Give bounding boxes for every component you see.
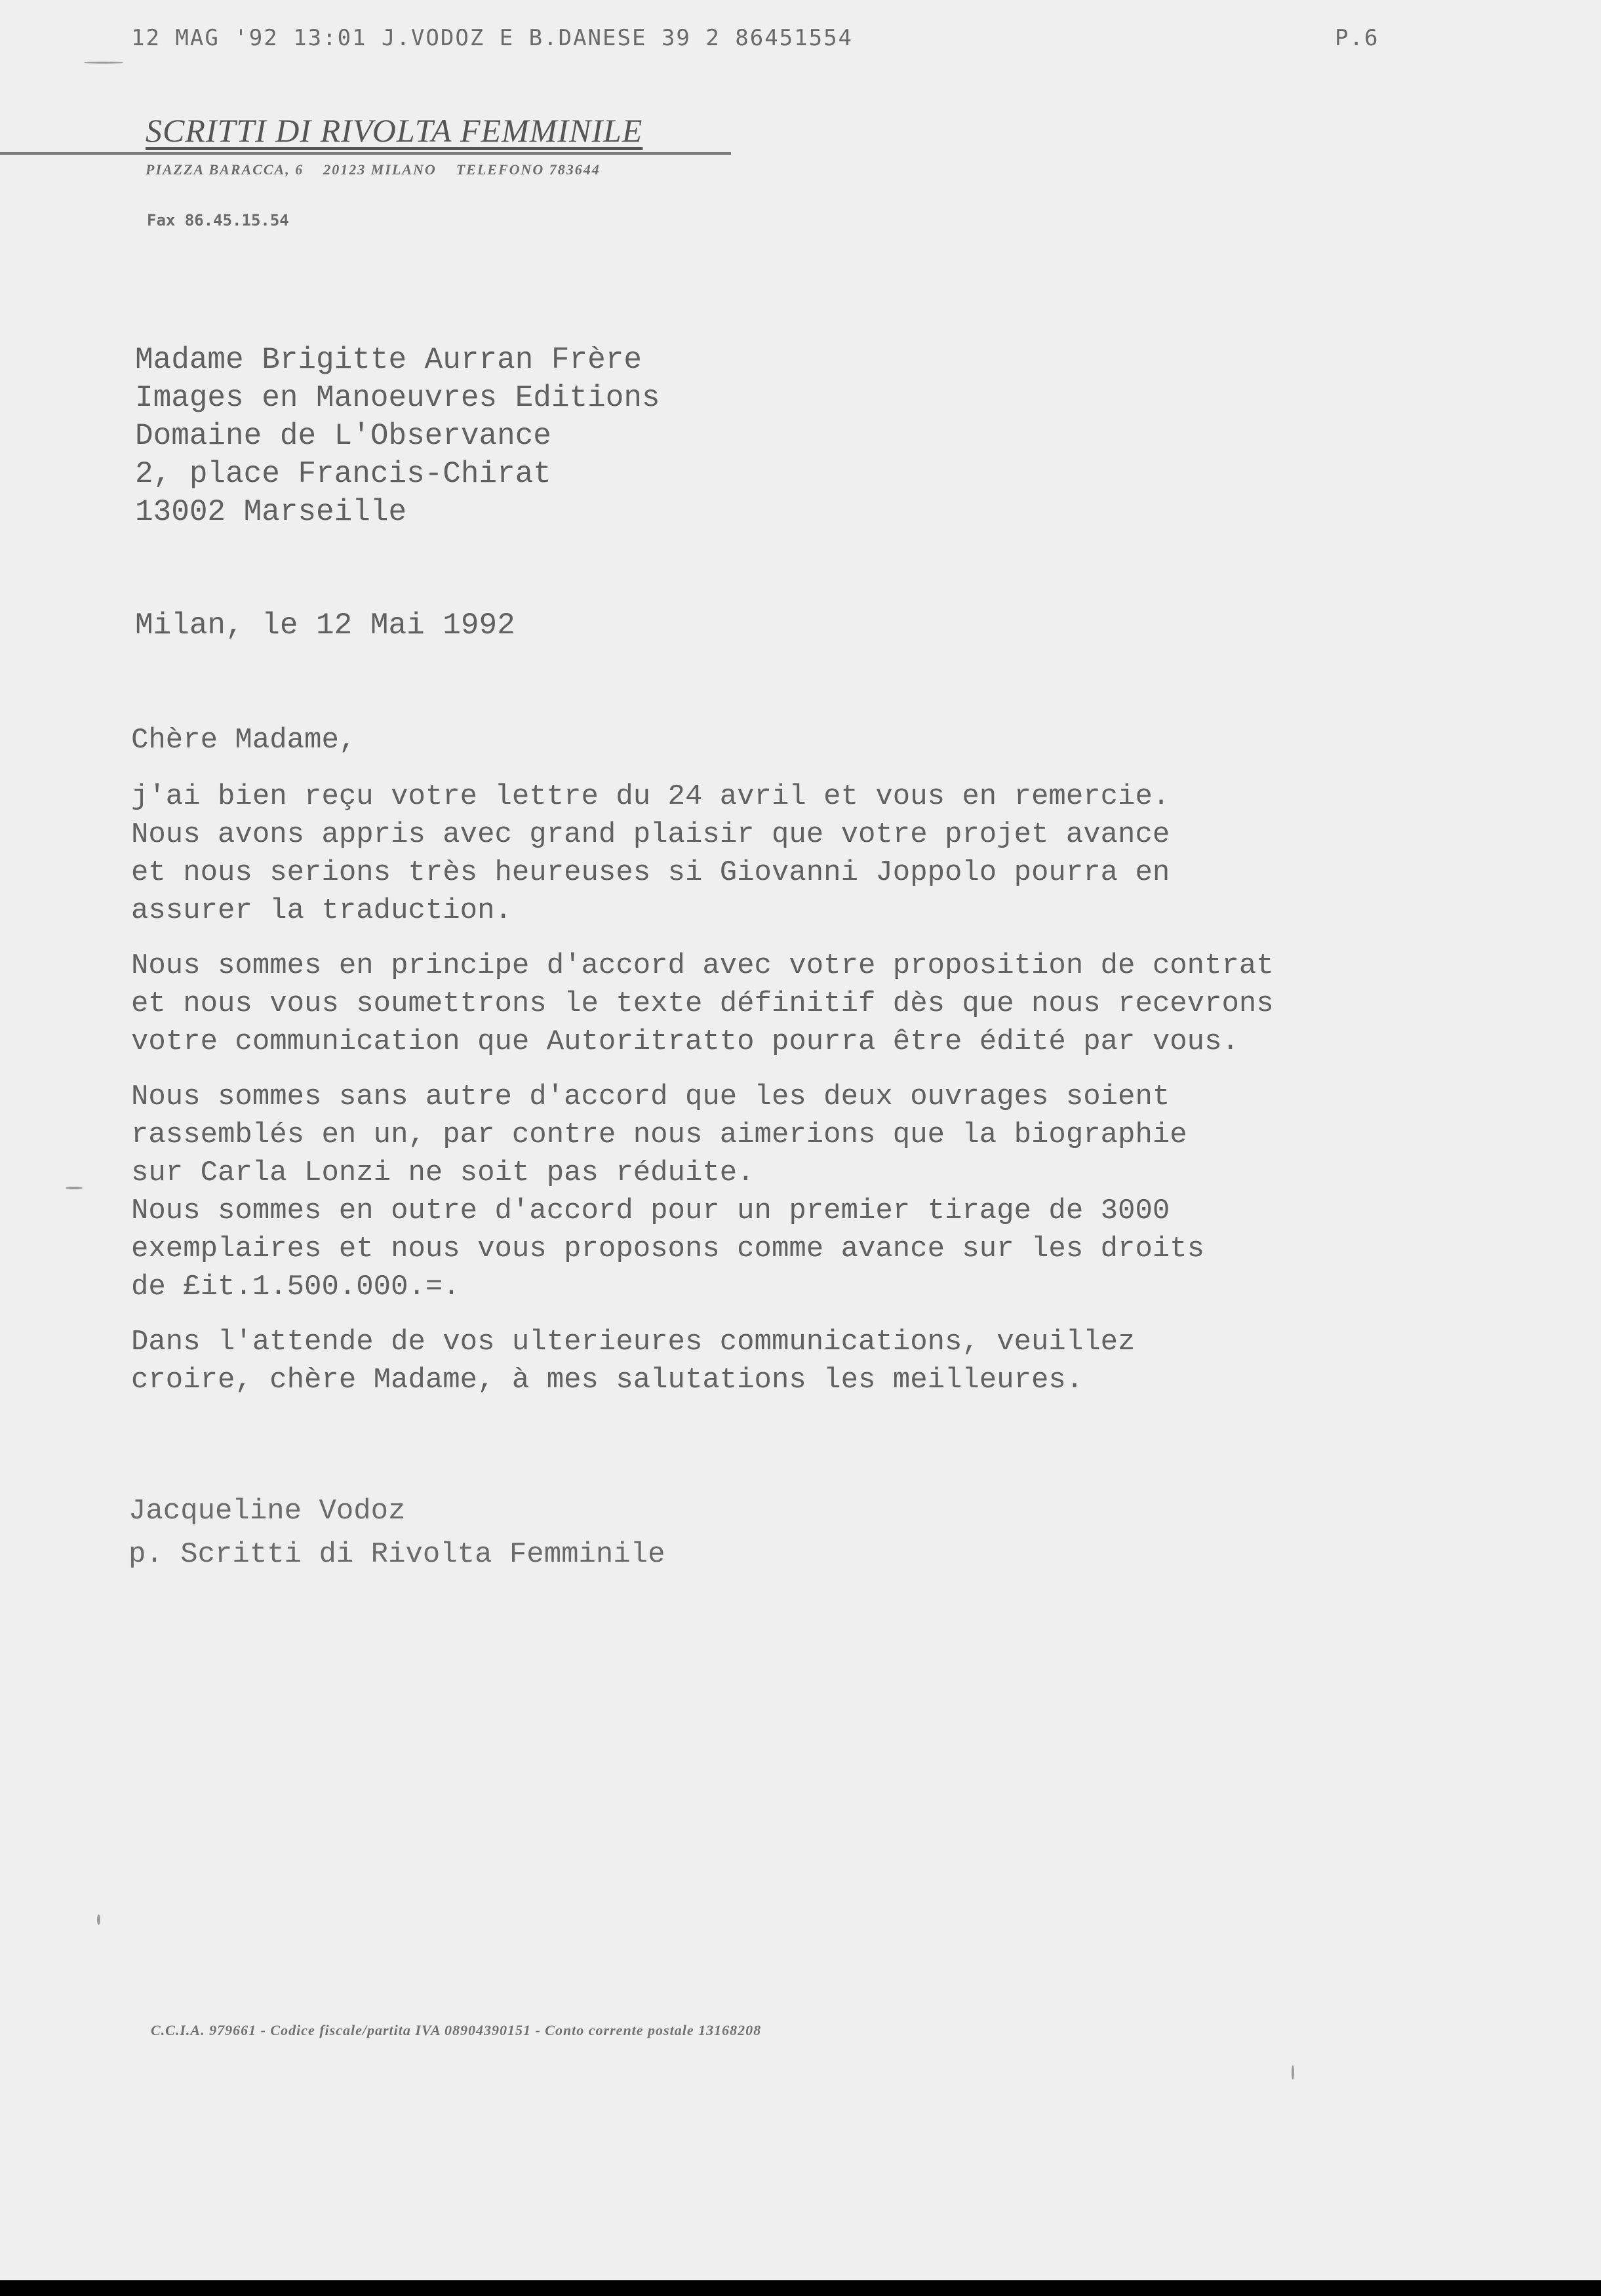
body-paragraph: j'ai bien reçu votre lettre du 24 avril et vous en remercie. Nous avons appris avec grand plaisir que votre projet avance et nous serions très heureuses si Giovanni Joppolo pourra en assurer la traduction. — [131, 780, 1170, 927]
letterhead-footer: C.C.I.A. 979661 - Codice fiscale/partita IVA 08904390151 - Conto corrente postale 13168208 — [151, 2022, 762, 2038]
recipient-line: Madame Brigitte Aurran Frère — [135, 343, 642, 377]
letter-body — [131, 721, 1508, 1416]
recipient-address — [135, 341, 660, 531]
date-line: Milan, le 12 Mai 1992 — [135, 608, 515, 643]
scan-speck — [84, 62, 123, 64]
body-paragraph: Nous sommes en outre d'accord pour un premier tirage de 3000 exemplaires et nous vous proposons comme avance sur les droits de £it.1.500.000.=. — [131, 1195, 1205, 1303]
recipient-line: 13002 Marseille — [135, 495, 407, 529]
scan-speck — [1292, 2065, 1294, 2080]
scan-speck — [66, 1187, 83, 1189]
signature-block — [128, 1490, 665, 1576]
fax-page-number: P.6 — [1335, 25, 1379, 51]
signatory-name: Jacqueline Vodoz — [128, 1495, 406, 1528]
letterhead-fax: Fax 86.45.15.54 — [147, 211, 289, 229]
scan-speck — [97, 1914, 100, 1925]
recipient-line: 2, place Francis-Chirat — [135, 457, 551, 491]
recipient-line: Domaine de L'Observance — [135, 419, 551, 453]
body-paragraph: Nous sommes en principe d'accord avec votre proposition de contrat et nous vous soumettrons le texte définitif dès que nous recevrons votre communication que Autoritratto pourra être édité par vous. — [131, 949, 1274, 1058]
letterhead — [146, 111, 642, 149]
letterhead-address: PIAZZA BARACCA, 6 20123 MILANO TELEFONO 783644 — [146, 161, 601, 178]
letterhead-organization: SCRITTI DI RIVOLTA FEMMINILE — [146, 112, 643, 149]
body-paragraph: Dans l'attende de vos ulterieures communications, veuillez croire, chère Madame, à mes salutations les meilleures. — [131, 1326, 1136, 1396]
fax-transmission-header: 12 MAG '92 13:01 J.VODOZ E B.DANESE 39 2 86451554 — [131, 25, 854, 51]
salutation: Chère Madame, — [131, 724, 357, 757]
recipient-line: Images en Manoeuvres Editions — [135, 381, 660, 415]
signatory-on-behalf: p. Scritti di Rivolta Femminile — [128, 1538, 665, 1571]
letterhead-rule — [0, 152, 731, 155]
body-paragraph: Nous sommes sans autre d'accord que les deux ouvrages soient rassemblés en un, par contre nous aimerions que la biographie sur Carla Lonzi ne soit pas réduite. — [131, 1080, 1187, 1189]
